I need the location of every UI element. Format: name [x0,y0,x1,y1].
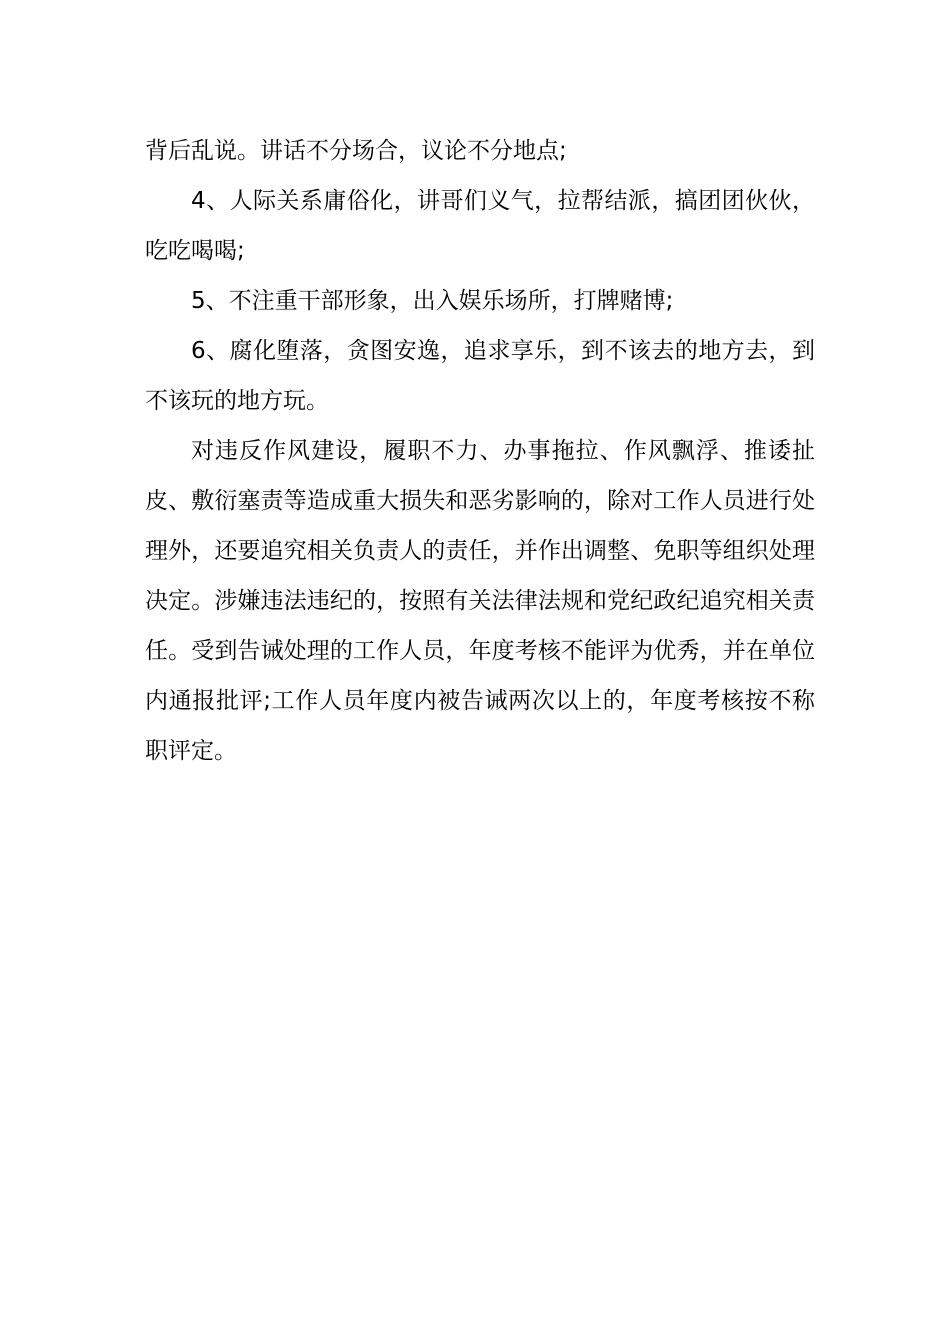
paragraph-item-6: 6、腐化堕落，贪图安逸，追求享乐，到不该去的地方去，到不该玩的地方玩。 [145,338,815,414]
paragraph-item-5: 5、不注重干部形象，出入娱乐场所，打牌赌博; [191,288,674,314]
document-body [145,126,815,776]
paragraph-continuation: 背后乱说。讲话不分场合，议论不分地点; [145,138,567,164]
paragraph-item-4: 4、人际关系庸俗化，讲哥们义气，拉帮结派，搞团团伙伙，吃吃喝喝; [145,188,815,264]
paragraph-accountability: 对违反作风建设，履职不力、办事拖拉、作风飘浮、推诿扯皮、敷衍塞责等造成重大损失和恶劣影响的，除对工作人员进行处理外，还要追究相关负责人的责任，并作出调整、免职等组织处理决定。涉嫌违法违纪的，按照有关法律法规和党纪政纪追究相关责任。受到告诫处理的工作人员，年度考核不能评为优秀，并在单位内通报批评;工作人员年度内被告诫两次以上的，年度考核按不称职评定。 [145,438,815,764]
